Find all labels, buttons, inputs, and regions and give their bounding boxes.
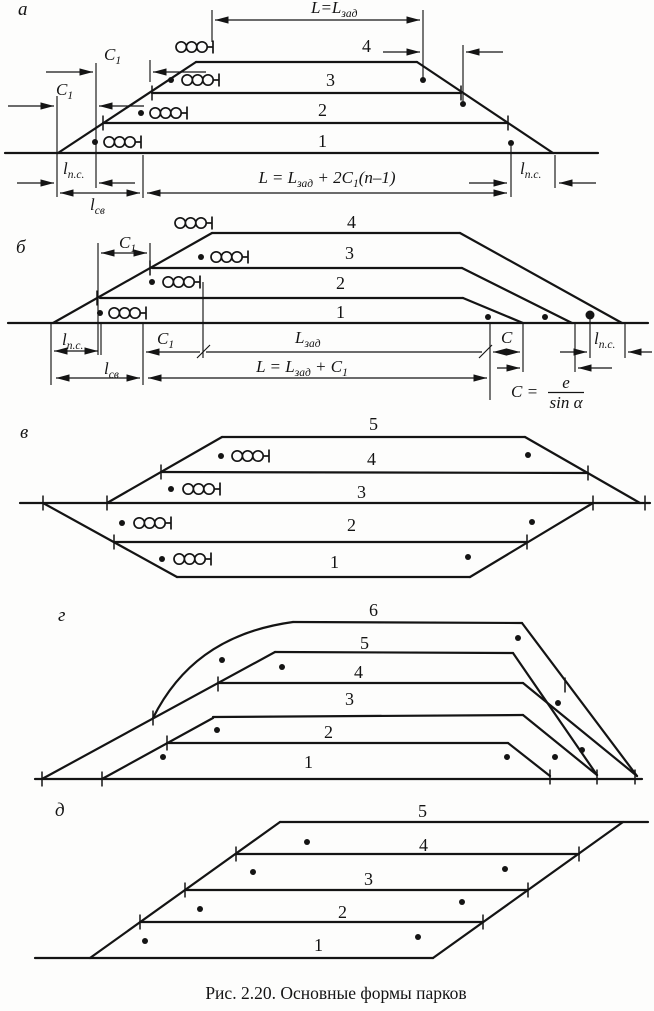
diagram-b [8, 212, 652, 412]
track-number: 6 [369, 600, 378, 620]
track-number: 4 [362, 36, 371, 56]
dim-label-c1-bottom: $C_1$ [157, 329, 175, 351]
signal-icon [218, 450, 269, 463]
track-number: 1 [304, 752, 313, 772]
insulated-joint-dot [460, 101, 466, 107]
diagram-a [5, 0, 598, 217]
dim-label-lps-left: $l_{п.с.}$ [62, 330, 84, 352]
insulated-joint-dot [420, 77, 426, 83]
track-number: 3 [345, 243, 354, 263]
insulated-joint-dot [555, 700, 561, 706]
signal-icon [119, 517, 171, 530]
insulated-joint-dot [197, 906, 203, 912]
formula-c-denominator: sin α [549, 393, 583, 412]
track-number: 3 [326, 70, 335, 90]
track-number: 4 [354, 662, 363, 682]
insulated-joint-dot [214, 727, 220, 733]
track-number: 5 [360, 633, 369, 653]
insulated-joint-dot [552, 754, 558, 760]
insulated-joint-dot [415, 934, 421, 940]
formula-yard-length-a: $L = L_{зад} + 2C_1(n-1)$ [258, 168, 396, 190]
dim-label-c1-lower: $C_1$ [56, 80, 74, 102]
diagram-v [20, 414, 650, 577]
signals-layer [92, 41, 269, 566]
branch-ticks-layer [42, 86, 645, 930]
track-number: 1 [330, 552, 339, 572]
signal-icon [97, 307, 146, 320]
track-number: 1 [318, 131, 327, 151]
insulated-joint-dot [525, 452, 531, 458]
signal-icon [92, 136, 141, 149]
track-number: 2 [324, 722, 333, 742]
formula-c-equals: C = [511, 382, 539, 401]
track-number: 3 [364, 869, 373, 889]
insulated-joint-dot [515, 635, 521, 641]
dim-label-c1-top: $C_1$ [119, 233, 137, 255]
track-lines-d [35, 822, 648, 958]
dim-label-lps-right: $l_{п.с.}$ [594, 329, 616, 351]
insulated-joint-dot [465, 554, 471, 560]
insulated-joint-dot [160, 754, 166, 760]
insulated-joint-dot [502, 866, 508, 872]
insulated-joint-dot [279, 664, 285, 670]
dim-label-lsv: $l_{св}$ [90, 195, 105, 217]
dim-label-lsv: $l_{св}$ [104, 359, 119, 381]
insulated-joint-dot [529, 519, 535, 525]
insulated-joint-dot [508, 140, 514, 146]
signal-icon [198, 251, 248, 264]
signal-icon [159, 553, 211, 566]
track-number: 2 [336, 273, 345, 293]
insulated-joint-dot [250, 869, 256, 875]
dim-label-lps-left: $l_{п.с.}$ [63, 159, 85, 181]
track-number: 1 [336, 302, 345, 322]
insulated-joint-dot [219, 657, 225, 663]
track-number: 1 [314, 935, 323, 955]
dim-label-c1-upper: $C_1$ [104, 45, 122, 67]
insulated-joint-dot [504, 754, 510, 760]
dim-label-c: C [501, 328, 513, 347]
insulated-joint-dot [304, 839, 310, 845]
track-number: 3 [357, 482, 366, 502]
diagram-v-label: в [20, 422, 29, 443]
insulated-joint-dot [142, 938, 148, 944]
diagram-d [35, 800, 648, 958]
track-number: 4 [347, 212, 356, 232]
insulated-joint-dot [542, 314, 548, 320]
insulated-joint-dot [485, 314, 491, 320]
formula-yard-length-b: $L = L_{зад} + C_1$ [256, 357, 348, 379]
diagram-a-label: а [18, 0, 28, 20]
track-number: 2 [318, 100, 327, 120]
signal-icon [149, 276, 200, 289]
dim-label-lps-right: $l_{п.с.}$ [520, 159, 542, 181]
dim-label-lzad: $L_{зад}$ [295, 328, 321, 350]
diagram-g-label: г [58, 605, 66, 626]
track-number: 4 [419, 835, 428, 855]
insulated-joint-dot [459, 899, 465, 905]
track-number: 4 [367, 449, 376, 469]
signal-icon [175, 217, 212, 230]
figure-caption: Рис. 2.20. Основные формы парков [205, 983, 467, 1003]
track-number: 3 [345, 689, 354, 709]
track-number: 2 [338, 902, 347, 922]
track-number: 2 [347, 515, 356, 535]
joint-dots-layer [142, 77, 595, 944]
diagram-b-label: б [16, 237, 26, 258]
diagram-g [35, 600, 642, 779]
insulated-joint-dot [579, 747, 585, 753]
insulated-joint-dot [586, 311, 595, 320]
signal-icon [168, 483, 220, 496]
track-lines-g [35, 622, 642, 779]
dim-label-l-lzad: $L=L_{зад}$ [311, 0, 358, 20]
diagram-d-label: д [55, 800, 65, 821]
signal-icon [138, 107, 187, 120]
track-number: 5 [418, 801, 427, 821]
signal-icon [176, 41, 213, 54]
track-number: 5 [369, 414, 378, 434]
formula-c-numerator: e [562, 373, 570, 392]
track-lines-b [8, 233, 648, 323]
